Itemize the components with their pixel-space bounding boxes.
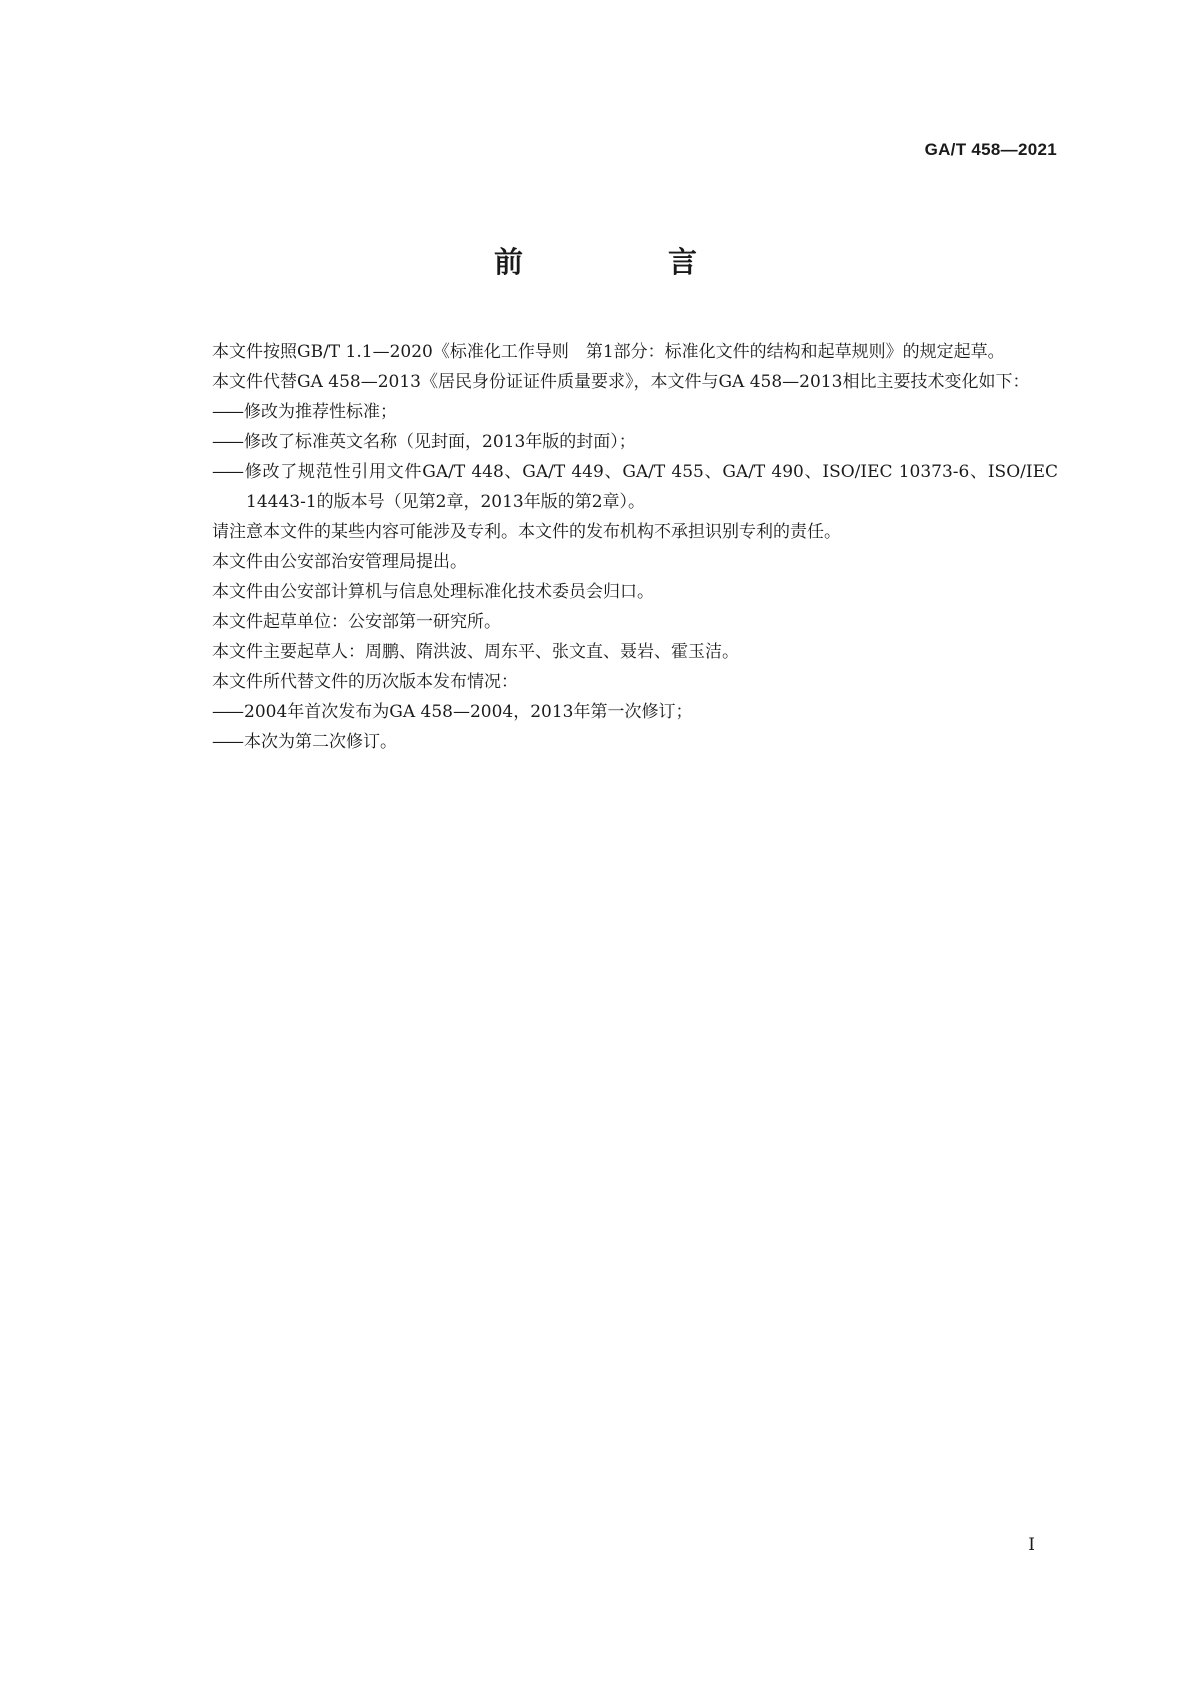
history-statement: 本文件所代替文件的历次版本发布情况： — [212, 672, 518, 692]
history-item-text: 2004年首次发布为GA 458—2004，2013年第一次修订； — [244, 702, 693, 722]
drafters-statement: 本文件主要起草人：周鹏、隋洪波、周东平、张文直、聂岩、霍玉洁。 — [212, 642, 739, 662]
list-item — [178, 727, 1058, 757]
history-item-text: 本次为第二次修订。 — [244, 732, 397, 752]
change-item-text: 修改了标准英文名称（见封面，2013年版的封面）； — [244, 432, 636, 452]
dash-marker: —— — [212, 702, 242, 722]
list-item — [178, 457, 1058, 517]
page-number: I — [1028, 1535, 1035, 1555]
page-title: 前 言 — [493, 245, 755, 279]
drafting-basis-paragraph: 本文件按照GB/T 1.1—2020《标准化工作导则 第1部分：标准化文件的结构和起草规则》的规定起草。 — [212, 342, 1005, 362]
standard-code: GA/T 458—2021 — [924, 140, 1057, 159]
list-item — [178, 427, 1058, 457]
list-item — [178, 697, 1058, 727]
dash-marker: —— — [212, 432, 242, 452]
dash-marker: —— — [212, 732, 242, 752]
committee-statement: 本文件由公安部计算机与信息处理标准化技术委员会归口。 — [212, 582, 654, 602]
list-item — [178, 397, 1058, 427]
patent-statement: 请注意本文件的某些内容可能涉及专利。本文件的发布机构不承担识别专利的责任。 — [212, 522, 841, 542]
replacement-paragraph: 本文件代替GA 458—2013《居民身份证证件质量要求》，本文件与GA 458—2013相比主要技术变化如下： — [212, 372, 1030, 392]
change-item-text: 修改为推荐性标准； — [244, 402, 397, 422]
drafting-unit-statement: 本文件起草单位：公安部第一研究所。 — [212, 612, 501, 632]
dash-marker: —— — [212, 402, 242, 422]
dash-marker: —— — [212, 462, 242, 482]
change-item-text: 修改了规范性引用文件GA/T 448、GA/T 449、GA/T 455、GA/T 490、ISO/IEC 10373-6、ISO/IEC 14443-1的版本号（见第2章，2013年版的第2章）。 — [244, 462, 1058, 512]
proposer-statement: 本文件由公安部治安管理局提出。 — [212, 552, 467, 572]
foreword-body — [178, 337, 1058, 757]
